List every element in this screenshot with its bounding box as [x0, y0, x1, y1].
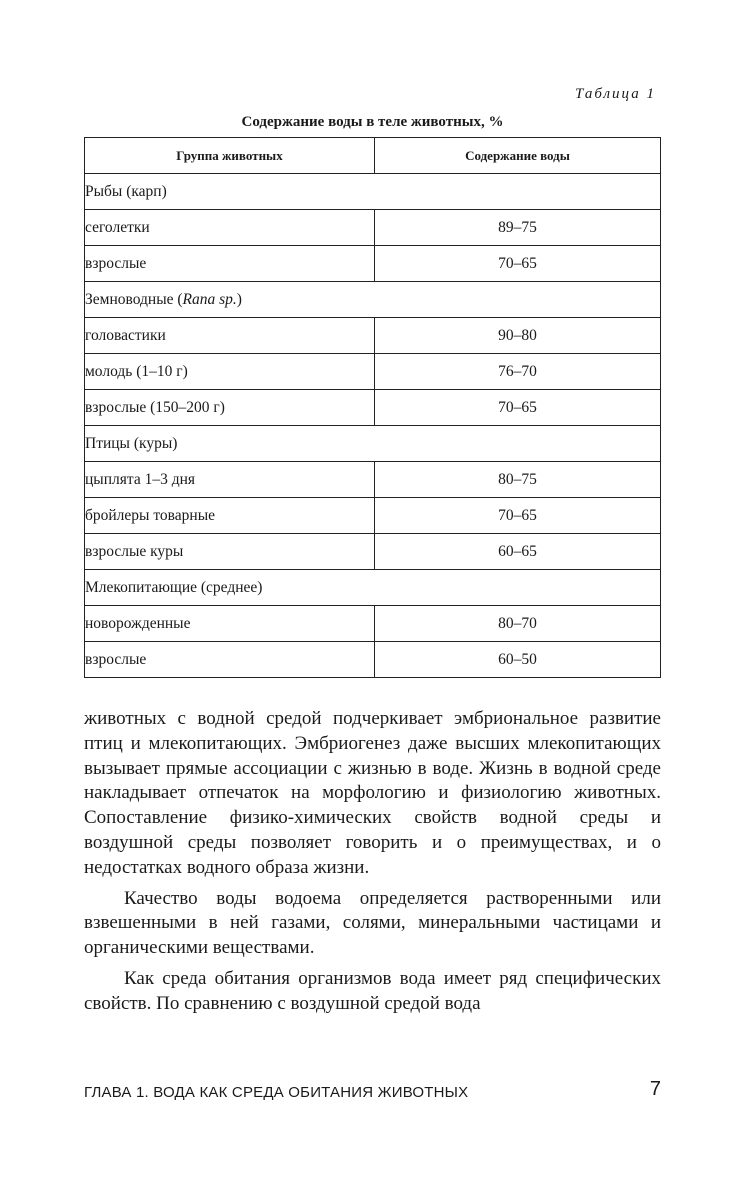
row-label: сеголетки [85, 210, 375, 246]
row-value: 89–75 [375, 210, 661, 246]
group-name-amphibians [85, 282, 661, 318]
group-name-prefix: Земноводные ( [85, 290, 183, 308]
row-value: 80–70 [375, 606, 661, 642]
table-number: Таблица 1 [575, 86, 656, 102]
row-value: 90–80 [375, 318, 661, 354]
paragraph: животных с водной средой подчеркивает эмбриональное развитие птиц и млекопитающих. Эмбриогенез даже высших млекопитающих вызывает прямые ассоциации с жизнью в воде. Жизнь в водной среде накладывает отпечаток на морфологию и физиологию животных. Сопоставление физико-химических свойств водной среды и воздушной среды позволяет говорить и о преимуществах, и о недостатках водного образа жизни. [84, 708, 661, 878]
group-name-fish: Рыбы (карп) [85, 174, 661, 210]
header-water-content: Содержание воды [375, 138, 661, 174]
row-label: цыплята 1–3 дня [85, 462, 375, 498]
page-number: 7 [649, 1078, 661, 1100]
row-value: 70–65 [375, 390, 661, 426]
group-row [85, 174, 661, 210]
table-title: Содержание воды в теле животных, % [241, 114, 504, 130]
row-value: 80–75 [375, 462, 661, 498]
row-label: головастики [85, 318, 375, 354]
row-value: 70–65 [375, 498, 661, 534]
group-name-suffix: ) [236, 290, 242, 308]
group-row [85, 426, 661, 462]
table-row [85, 246, 661, 282]
row-label: бройлеры товарные [85, 498, 375, 534]
row-label: взрослые [85, 642, 375, 678]
group-name-birds: Птицы (куры) [85, 426, 661, 462]
paragraph: Как среда обитания организмов вода имеет ряд специфических свойств. По сравнению с воздушной средой вода [84, 967, 661, 1014]
table-row [85, 498, 661, 534]
table-row [85, 354, 661, 390]
table-row [85, 534, 661, 570]
row-value: 76–70 [375, 354, 661, 390]
table-row [85, 210, 661, 246]
row-label: молодь (1–10 г) [85, 354, 375, 390]
table-row [85, 642, 661, 678]
row-label: взрослые куры [85, 534, 375, 570]
table-header-row [85, 138, 661, 174]
row-label: новорожденные [85, 606, 375, 642]
group-row [85, 570, 661, 606]
running-footer-chapter: ГЛАВА 1. ВОДА КАК СРЕДА ОБИТАНИЯ ЖИВОТНЫХ [84, 1084, 469, 1101]
row-label: взрослые [85, 246, 375, 282]
water-content-table [84, 137, 661, 678]
group-name-mammals: Млекопитающие (среднее) [85, 570, 661, 606]
row-value: 60–65 [375, 534, 661, 570]
paragraph: Качество воды водоема определяется растворенными или взвешенными в ней газами, солями, минеральными частицами и органическими веществами. [84, 887, 661, 959]
table-row [85, 318, 661, 354]
species-name-italic: Rana sp. [182, 290, 237, 308]
row-value: 70–65 [375, 246, 661, 282]
row-value: 60–50 [375, 642, 661, 678]
table-row [85, 390, 661, 426]
group-row [85, 282, 661, 318]
table-row [85, 462, 661, 498]
table-row [85, 606, 661, 642]
body-text [84, 707, 661, 1017]
header-animal-group: Группа животных [85, 138, 375, 174]
row-label: взрослые (150–200 г) [85, 390, 375, 426]
